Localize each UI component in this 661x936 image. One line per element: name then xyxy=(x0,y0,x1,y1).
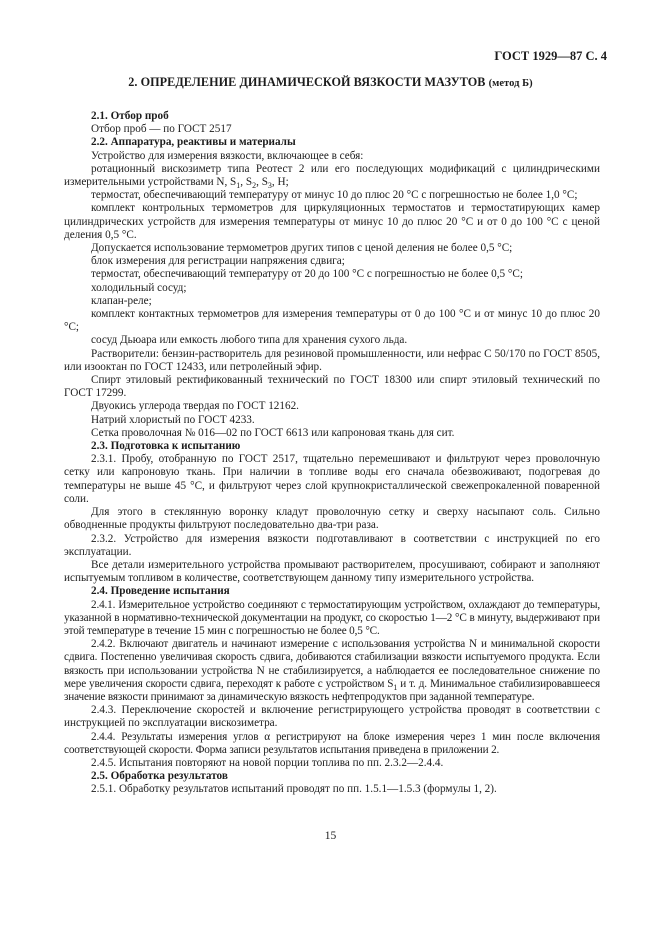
heading-2-3: 2.3. Подготовка к испытанию xyxy=(91,440,241,453)
paragraph: Допускается использование термометров других типов с ценой деления не более 0,5 °С; xyxy=(91,242,513,255)
paragraph: 2.3.2. Устройство для измерения вязкости подготавливают в соответствии с инструкцией по его эксплуатации. xyxy=(64,532,600,558)
paragraph: комплект контрольных термометров для циркуляционных термостатов и термостатирующих камер цилиндрических устройств для измерения температуры от минус 10 до плюс 20 °С и от 0 до 100 °С с ценой деления 0,5 °С. xyxy=(64,202,600,241)
document-body xyxy=(64,110,600,797)
section-title-text: 2. ОПРЕДЕЛЕНИЕ ДИНАМИЧЕСКОЙ ВЯЗКОСТИ МАЗУТОВ xyxy=(128,75,486,89)
paragraph: 2.4.5. Испытания повторяют на новой порции топлива по пп. 2.3.2—2.4.4. xyxy=(91,756,444,769)
heading-2-1: 2.1. Отбор проб xyxy=(91,110,169,122)
text-run: , S xyxy=(256,176,268,189)
paragraph: сосуд Дьюара или емкость любого типа для хранения сухого льда. xyxy=(91,334,408,347)
paragraph: клапан-реле; xyxy=(91,294,152,307)
text-run: и т. д. Минимальное стабилизировавшееся значение вязкости принимают за динамическую вязкость нефтепродуктов при заданной температуре. xyxy=(64,677,600,703)
paragraph: 2.4.4. Результаты измерения углов α регистрируют на блоке измерения через 1 мин после включения соответствующей скорости. Форма записи результатов испытания приведена в приложении 2. xyxy=(64,730,600,756)
paragraph: комплект контактных термометров для измерения температуры от 0 до 100 °С и от минус 10 до плюс 20 °С; xyxy=(64,308,600,334)
paragraph: Спирт этиловый ректификованный технический по ГОСТ 18300 или спирт этиловый технический по ГОСТ 17299. xyxy=(64,374,600,400)
heading-2-5: 2.5. Обработка результатов xyxy=(91,770,228,783)
page-number: 15 xyxy=(324,830,337,842)
heading-2-2: 2.2. Аппаратура, реактивы и материалы xyxy=(91,136,296,149)
paragraph: 2.3.1. Пробу, отобранную по ГОСТ 2517, тщательно перемешивают и фильтруют через проволочную сетку или капроновую ткань. При наличии в топливе воды его сначала обезвоживают, подогревая до температуры не выше 45 °С, и фильтруют через слой крупнокристаллической свежепрокаленной поваренной соли. xyxy=(64,453,600,505)
text-run: , H; xyxy=(271,176,289,189)
paragraph xyxy=(64,638,600,704)
text-run: 2.4.2. Включают двигатель и начинают измерение с использования устройства N и минимальной скорости сдвига. Постепенно увеличивая скорость сдвига, добиваются стабилизации вязкости испытуемого продукта. Если вязкость при использовании устройства N не стабилизируется, а наблюдается ее последовательное снижение по мере увеличения скорости сдвига, переходят к работе с устройством S xyxy=(64,638,600,690)
text-run: , S xyxy=(240,176,253,189)
paragraph: термостат, обеспечивающий температуру от 20 до 100 °С с погрешностью не более 0,5 °С; xyxy=(91,268,523,281)
text-run: ротационный вискозиметр типа Реотест 2 или его последующих модификаций с цилиндрическими измерительными устройствами N, S xyxy=(64,162,600,189)
paragraph: 2.4.3. Переключение скоростей и включение регистрирующего устройства проводят в соответствии с инструкцией по эксплуатации вискозиметра. xyxy=(64,704,600,730)
paragraph: термостат, обеспечивающий температуру от минус 10 до плюс 20 °С с погрешностью не более 1,0 °С; xyxy=(91,189,578,202)
heading-2-4: 2.4. Проведение испытания xyxy=(91,585,230,598)
paragraph: Двуокись углерода твердая по ГОСТ 12162. xyxy=(91,400,299,413)
paragraph: Отбор проб — по ГОСТ 2517 xyxy=(91,123,232,136)
paragraph: 2.5.1. Обработку результатов испытаний проводят по пп. 1.5.1—1.5.3 (формулы 1, 2). xyxy=(91,783,497,796)
subscript: 1 xyxy=(393,682,398,692)
paragraph: 2.4.1. Измерительное устройство соединяют с термостатирующим устройством, охлаждают до температуры, указанной в нормативно-технической документации на продукт, со скоростью 1—2 °С в минуту, выдерживают при этой температуре в течение 15 мин с погрешностью не более 0,5 °С. xyxy=(64,598,600,637)
section-title-method: (метод Б) xyxy=(488,78,533,89)
subscript: 3 xyxy=(267,181,272,191)
paragraph: Растворители: бензин-растворитель для резиновой промышленности, или нефрас С 50/170 по ГОСТ 8505, или изооктан по ГОСТ 12433, или петролейный эфир. xyxy=(64,347,600,373)
subscript: 2 xyxy=(252,181,257,191)
subscript: 1 xyxy=(236,181,241,191)
paragraph: Для этого в стеклянную воронку кладут проволочную сетку и сверху насыпают соль. Сильно обводненные продукты фильтруют последовательно два-три раза. xyxy=(64,506,600,532)
paragraph: Сетка проволочная № 016—02 по ГОСТ 6613 или капроновая ткань для сит. xyxy=(91,426,455,439)
paragraph xyxy=(64,163,600,189)
paragraph: блок измерения для регистрации напряжения сдвига; xyxy=(91,255,345,268)
paragraph: холодильный сосуд; xyxy=(91,281,187,294)
paragraph: Устройство для измерения вязкости, включающее в себя: xyxy=(91,149,364,162)
paragraph: Все детали измерительного устройства промывают растворителем, просушивают, собирают и заполняют испытуемым топливом в количестве, соответствующем данному типу измерительного устройства. xyxy=(64,558,600,585)
running-header: ГОСТ 1929—87 С. 4 xyxy=(494,49,607,63)
section-title xyxy=(0,75,661,90)
paragraph: Натрий хлористый по ГОСТ 4233. xyxy=(91,413,255,426)
